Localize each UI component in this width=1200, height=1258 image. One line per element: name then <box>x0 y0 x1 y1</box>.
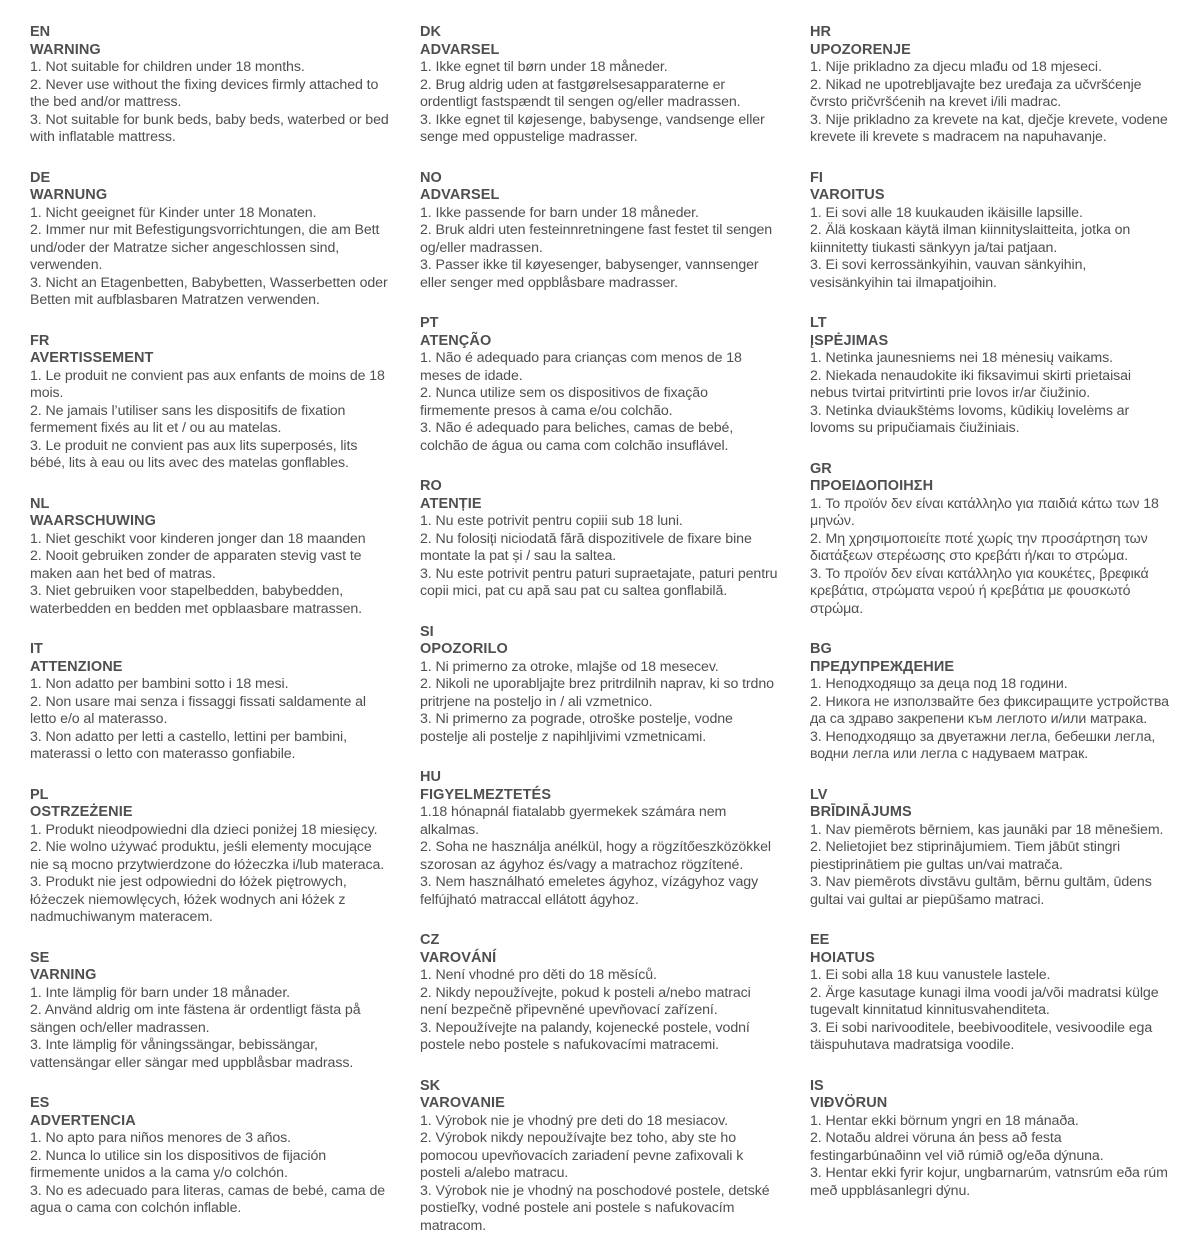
warning-item: 2. Nikoli ne uporabljajte brez pritrdilnih naprav, ki so trdno pritrjene na posteljo in / ali vzmetnico. <box>420 676 774 710</box>
warning-item: 3. Ei sobi narivooditele, beebivooditele, vesivoodile ega täispuhutava madratsiga voodile. <box>810 1019 1153 1053</box>
warning-item: 3. Not suitable for bunk beds, baby beds, waterbed or bed with inflatable mattress. <box>30 111 389 145</box>
warning-item: 3. Nu este potrivit pentru paturi supraetajate, paturi pentru copii mici, pat cu apă sau pat cu saltea gonflabilă. <box>420 565 778 599</box>
warning-item: 1. Ni primerno za otroke, mlajše od 18 mesecev. <box>420 658 719 675</box>
warning-item: 3. Το προϊόν δεν είναι κατάλληλο για κουκέτες, βρεφικά κρεβάτια, στρώματα νερού ή κρεβάτια με φουσκωτό στρώμα. <box>810 565 1149 617</box>
warning-title: ADVERTENCIA <box>30 1112 136 1129</box>
warning-title: ΠΡΟΕΙΔΟΠΟΙΗΣΗ <box>810 478 934 494</box>
language-code: HU <box>420 769 441 785</box>
warning-item: 2. Never use without the fixing devices firmly attached to the bed and/or mattress. <box>30 76 379 110</box>
warning-title: ATENȚIE <box>420 495 482 512</box>
warning-item: 3. Le produit ne convient pas aux lits superposés, lits bébé, lits à eau ou lits avec des matelas gonflables. <box>30 437 358 471</box>
warning-item: 3. Netinka dviaukštėms lovoms, kūdikių lovelėms ar lovoms su pripučiamais čiužiniais. <box>810 402 1130 436</box>
language-section-sk <box>420 1078 780 1236</box>
language-code: SK <box>420 1077 441 1094</box>
warning-item: 1. Výrobok nie je vhodný pre deti do 18 mesiacov. <box>420 1112 728 1129</box>
language-code: NO <box>420 169 442 186</box>
language-section-lv <box>810 787 1170 910</box>
language-section-fr <box>30 333 390 473</box>
warning-item: 2. Nu folosiți niciodată fără dispozitivele de fixare bine montate la pat și / sau la saltea. <box>420 530 752 564</box>
warning-item: 2. Nikad ne upotrebljavajte bez uređaja za učvršćenje čvrsto pričvršćenih na krevet i/ili madrac. <box>810 76 1142 110</box>
language-code: ES <box>30 1095 50 1111</box>
warning-item: 3. Неподходящо за двуетажни легла, бебешки легла, водни легла или легла с надуваем матрак. <box>810 728 1156 762</box>
column-2 <box>420 24 780 1258</box>
language-section-no <box>420 170 780 293</box>
warning-title: ĮSPĖJIMAS <box>810 332 889 349</box>
language-section-si <box>420 624 780 747</box>
warning-item: 3. No es adecuado para literas, camas de bebé, cama de agua o cama con colchón inflable. <box>30 1182 386 1216</box>
warning-item: 1. Le produit ne convient pas aux enfants de moins de 18 mois. <box>30 367 385 401</box>
warning-item: 2. Använd aldrig om inte fästena är ordentligt fästa på sängen och/eller madrassen. <box>30 1002 361 1036</box>
language-section-dk <box>420 24 780 147</box>
warning-item: 1. Το προϊόν δεν είναι κατάλληλο για παιδιά κάτω των 18 μηνών. <box>810 495 1159 529</box>
warning-item: 2. Brug aldrig uden at fastgørelsesapparaterne er ordentligt fastspændt til sengen og/eller madrassen. <box>420 76 741 110</box>
warning-item: 1. Nu este potrivit pentru copiii sub 18 luni. <box>420 513 683 529</box>
language-code: GR <box>810 460 832 477</box>
column-1 <box>30 24 390 1258</box>
language-code: SI <box>420 623 434 640</box>
language-code: FR <box>30 332 50 349</box>
warning-item: 1. Ei sovi alle 18 kuukauden ikäisille lapsille. <box>810 204 1083 221</box>
warning-item: 1. Nicht geeignet für Kinder unter 18 Monaten. <box>30 204 317 221</box>
warning-title: VARNING <box>30 967 97 983</box>
language-section-bg <box>810 641 1170 764</box>
language-section-se <box>30 950 390 1073</box>
warning-title: UPOZORENJE <box>810 41 911 58</box>
warning-item: 3. Nepoužívejte na palandy, kojenecké postele, vodní postele nebo postele s nafukovacími matracemi. <box>420 1019 750 1053</box>
language-section-fi <box>810 170 1170 293</box>
warning-title: ADVARSEL <box>420 187 500 203</box>
language-code: HR <box>810 24 831 40</box>
warning-item: 1. Non adatto per bambini sotto i 18 mesi. <box>30 676 289 692</box>
warning-item: 1. No apto para niños menores de 3 años. <box>30 1130 292 1146</box>
warning-item: 1. Not suitable for children under 18 months. <box>30 59 305 75</box>
warning-item: 3. Passer ikke til køyesenger, babysenger, vannsenger eller senger med oppblåsbare madrasser. <box>420 257 759 291</box>
warning-item: 3. Inte lämplig för våningssängar, bebissängar, vattensängar eller sängar med uppblåsbar madrass. <box>30 1037 354 1071</box>
warning-item: 1. Nav piemērots bērniem, kas jaunāki par 18 mēnešiem. <box>810 821 1164 838</box>
warning-item: 3. Nije prikladno za krevete na kat, dječje krevete, vodene krevete ili krevete s madracem na napuhavanje. <box>810 111 1168 145</box>
warning-item: 2. Ärge kasutage kunagi ilma voodi ja/või madratsi külge tugevalt kinnitatud kinnitusvahenditeta. <box>810 984 1159 1018</box>
warning-item: 2. Никога не използвайте без фиксиращите устройства да са здраво закрепени към леглото и/или матрака. <box>810 693 1169 727</box>
warning-title: FIGYELMEZTETÉS <box>420 786 552 803</box>
warning-item: 2. Niekada nenaudokite iki fiksavimui skirti prietaisai nebus tvirtai pritvirtinti prie lovos ir/ar čiužinio. <box>810 367 1131 401</box>
warning-item: 1. Inte lämplig för barn under 18 månader. <box>30 984 291 1001</box>
warning-item: 1. Netinka jaunesniems nei 18 mėnesių vaikams. <box>810 350 1113 366</box>
language-section-en <box>30 24 390 147</box>
warning-item: 1. Ikke passende for barn under 18 måneder. <box>420 204 699 221</box>
warning-item: 2. Ne jamais l’utiliser sans les dispositifs de fixation fermement fixés au lit et / ou au matelas. <box>30 402 346 436</box>
warning-item: 2. Älä koskaan käytä ilman kiinnityslaitteita, jotka on kiinnitetty tiukasti sänkyyn ja/tai patjaan. <box>810 222 1131 256</box>
language-section-gr <box>810 461 1170 619</box>
warning-item: 1. Hentar ekki börnum yngri en 18 mánaða. <box>810 1112 1079 1129</box>
language-section-ee <box>810 932 1170 1055</box>
warning-title: VAROVANIE <box>420 1095 505 1111</box>
warning-item: 3. Produkt nie jest odpowiedni do łóżek piętrowych, łóżeczek niemowlęcych, łóżek wodnych ani łóżek z nadmuchiwanym materacem. <box>30 874 347 925</box>
warning-item: 3. Non adatto per letti a castello, lettini per bambini, materassi o letto con materasso gonfiabile. <box>30 728 347 762</box>
warning-title: WARNING <box>30 41 101 58</box>
warning-title: ATENÇÃO <box>420 332 492 349</box>
language-code: FI <box>810 169 823 186</box>
language-section-lt <box>810 315 1170 438</box>
warning-title: HOIATUS <box>810 949 875 966</box>
language-section-is <box>810 1078 1170 1201</box>
warning-title: AVERTISSEMENT <box>30 350 154 366</box>
warning-item: 2. Bruk aldri uten festeinnretningene fast festet til sengen og/eller madrassen. <box>420 222 773 256</box>
warning-item: 2. Nikdy nepoužívejte, pokud k posteli a/nebo matraci není bezpečně připevněné upevňovací zařízení. <box>420 984 751 1018</box>
language-code: CZ <box>420 932 440 948</box>
warning-title: WARNUNG <box>30 187 108 203</box>
language-code: BG <box>810 641 832 657</box>
warning-item: 1. Ikke egnet til børn under 18 måneder. <box>420 59 668 75</box>
warning-item: 1. Неподходящо за деца под 18 години. <box>810 676 1068 692</box>
warning-item: 2. Non usare mai senza i fissaggi fissati saldamente al letto e/o al materasso. <box>30 693 366 727</box>
warning-item: 2. Notaðu aldrei vöruna án þess að festa festingarbúnaðinn vel við rúmið og/eða dýnuna. <box>810 1130 1104 1164</box>
warning-item: 1. Není vhodné pro děti do 18 měsíců. <box>420 967 657 983</box>
warning-title: VIÐVÖRUN <box>810 1095 888 1111</box>
language-section-de <box>30 170 390 310</box>
language-section-pl <box>30 787 390 927</box>
warning-item: 2. Nunca lo utilice sin los dispositivos de fijación firmemente unidos a la cama y/o colchón. <box>30 1147 327 1181</box>
warning-item: 2. Nie wolno używać produktu, jeśli elementy mocujące nie są mocno przytwierdzone do łóżeczka i/lub materaca. <box>30 839 385 873</box>
language-section-ro <box>420 478 780 601</box>
warning-item: 2. Immer nur mit Befestigungsvorrichtungen, die am Bett und/oder der Matratze sicher angeschlossen sind, verwenden. <box>30 222 380 273</box>
language-code: EN <box>30 24 51 40</box>
warning-item: 3. Výrobok nie je vhodný na poschodové postele, detské postieľky, vodné postele ani postele s nafukovacím matracom. <box>420 1182 770 1234</box>
warning-title: OSTRZEŻENIE <box>30 804 133 820</box>
warning-item: 2. Nooit gebruiken zonder de apparaten stevig vast te maken aan het bed of matras. <box>30 548 362 582</box>
language-code: LV <box>810 786 828 803</box>
warning-item: 3. Nav piemērots divstāvu gultām, bērnu gultām, ūdens gultai vai gultai ar piepūšamo matraci. <box>810 874 1152 908</box>
warning-item: 3. Niet gebruiken voor stapelbedden, babybedden, waterbedden en bedden met opblaasbare matrassen. <box>30 583 362 617</box>
language-section-hr <box>810 24 1170 147</box>
warning-title: BRĪDINĀJUMS <box>810 804 912 820</box>
language-code: RO <box>420 478 442 494</box>
language-code: NL <box>30 495 50 512</box>
warning-item: 3. Ni primerno za pograde, otroške postelje, vodne postelje ali postelje z napihljivimi vzmetnicami. <box>420 711 733 745</box>
warning-item: 1.18 hónapnál fiatalabb gyermekek számára nem alkalmas. <box>420 804 727 838</box>
language-code: LT <box>810 315 827 331</box>
language-code: IT <box>30 641 43 657</box>
warning-title: VAROITUS <box>810 187 885 203</box>
language-code: EE <box>810 932 830 948</box>
warning-item: 3. Nem használható emeletes ágyhoz, vízágyhoz vagy felfújható matraccal ellátott ágyhoz. <box>420 874 759 908</box>
warning-title: ATTENZIONE <box>30 658 123 675</box>
language-code: DE <box>30 169 51 186</box>
language-code: IS <box>810 1077 824 1094</box>
warning-item: 3. Nicht an Etagenbetten, Babybetten, Wasserbetten oder Betten mit aufblasbaren Matratzen verwenden. <box>30 274 388 308</box>
language-section-hu <box>420 769 780 909</box>
language-code: PT <box>420 315 439 331</box>
warning-item: 2. Soha ne használja anélkül, hogy a rögzítőeszközökkel szorosan az ágyhoz és/vagy a matrachoz rögzítené. <box>420 839 771 873</box>
warning-item: 2. Nelietojiet bez stiprinājumiem. Tiem jābūt stingri piestiprinātiem pie gultas un/vai matrača. <box>810 839 1121 873</box>
language-code: SE <box>30 949 50 966</box>
warning-item: 3. Ikke egnet til køjesenge, babysenge, vandsenge eller senge med oppustelige madrasser. <box>420 111 765 145</box>
warning-item: 1. Ei sobi alla 18 kuu vanustele lastele. <box>810 967 1051 983</box>
language-code: PL <box>30 786 49 803</box>
warning-title: WAARSCHUWING <box>30 513 157 529</box>
language-code: DK <box>420 24 441 40</box>
language-section-nl <box>30 496 390 619</box>
language-section-it <box>30 641 390 764</box>
warning-item: 1. Niet geschikt voor kinderen jonger dan 18 maanden <box>30 530 366 547</box>
column-3 <box>810 24 1170 1258</box>
warning-item: 1. Nije prikladno za djecu mlađu od 18 mjeseci. <box>810 59 1102 75</box>
warning-title: OPOZORILO <box>420 641 508 657</box>
warning-item: 2. Μη χρησιμοποιείτε ποτέ χωρίς την προσάρτηση των διατάξεων στερέωσης στο κρεβάτι ή/και το στρώμα. <box>810 530 1148 564</box>
warning-item: 2. Výrobok nikdy nepoužívajte bez toho, aby ste ho pomocou upevňovacích zariadení pevne zafixovali k posteli a/alebo matracu. <box>420 1130 744 1181</box>
warning-title: VAROVÁNÍ <box>420 949 497 966</box>
warning-item: 3. Não é adequado para beliches, camas de bebé, colchão de água ou cama com colchão insuflável. <box>420 420 734 454</box>
warning-item: 3. Hentar ekki fyrir kojur, ungbarnarúm, vatnsrúm eða rúm með uppblásanlegri dýnu. <box>810 1165 1168 1199</box>
language-section-es <box>30 1095 390 1218</box>
warning-item: 1. Produkt nieodpowiedni dla dzieci poniżej 18 miesięcy. <box>30 821 378 838</box>
warning-item: 2. Nunca utilize sem os dispositivos de fixação firmemente presos à cama e/ou colchão. <box>420 385 708 419</box>
language-section-pt <box>420 315 780 455</box>
warning-item: 3. Ei sovi kerrossänkyihin, vauvan sänkyihin, vesisänkyihin tai ilmapatjoihin. <box>810 257 1087 291</box>
warning-title: ПРЕДУПРЕЖДЕНИЕ <box>810 658 955 675</box>
language-section-cz <box>420 932 780 1055</box>
warning-item: 1. Não é adequado para crianças com menos de 18 meses de idade. <box>420 350 742 384</box>
warning-title: ADVARSEL <box>420 41 500 58</box>
